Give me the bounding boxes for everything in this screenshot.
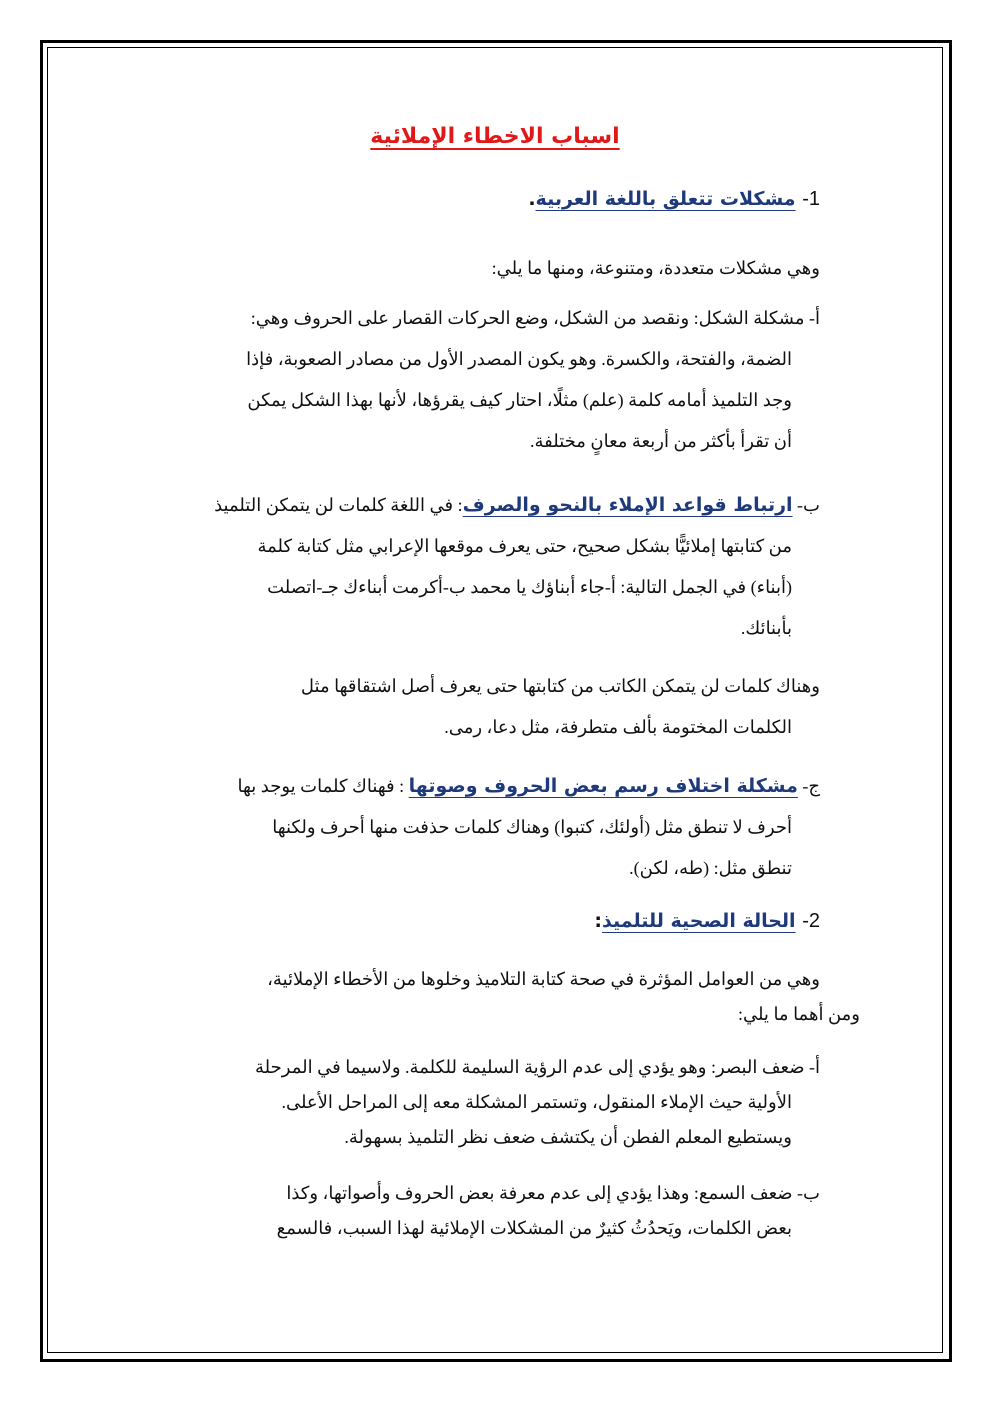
item-b-line-1 — [60, 485, 820, 526]
item-a-text-1: مشكلة الشكل: ونقصد من الشكل، وضع الحركات القصار على الحروف وهي: — [250, 308, 805, 328]
s2-item-a-line-2: الأولية حيث الإملاء المنقول، وتستمر المشكلة معه إلى المراحل الأعلى. — [281, 1092, 792, 1112]
item-c-line-3: تنطق مثل: (طه، لكن). — [629, 858, 792, 878]
section1-intro: وهي مشكلات متعددة، ومتنوعة، ومنها ما يلي: — [491, 258, 820, 278]
s2-item-a-line-3: ويستطيع المعلم الفطن أن يكتشف ضعف نظر التلميذ بسهولة. — [344, 1127, 792, 1147]
section2-intro-line-1: وهي من العوامل المؤثرة في صحة كتابة التلاميذ وخلوها من الأخطاء الإملائية، — [267, 969, 820, 989]
item-c-line-1 — [60, 766, 820, 807]
s2-item-b-text-1: ضعف السمع: وهذا يؤدي إلى عدم معرفة بعض الحروف وأصواتها، وكذا — [286, 1183, 793, 1203]
section1-item-b-extra — [60, 666, 820, 748]
s2-item-b-line-2: بعض الكلمات، ويَحدُثُ كثيرٌ من المشكلات الإملائية لهذا السبب، فالسمع — [276, 1218, 792, 1238]
item-c-heading: مشكلة اختلاف رسم بعض الحروف وصوتها — [408, 775, 798, 797]
item-b-extra-line-2: الكلمات المختومة بألف متطرفة، مثل دعا، رمى. — [444, 717, 792, 737]
section1-heading — [528, 188, 820, 211]
section2-heading-text: الحالة الصحية للتلميذ — [602, 910, 796, 932]
section1-item-b — [60, 485, 820, 649]
item-a-line-2: الضمة، والفتحة، والكسرة. وهو يكون المصدر الأول من مصادر الصعوبة، فإذا — [246, 349, 792, 369]
section1-item-a — [60, 298, 820, 462]
s2-item-a-text-1: ضعف البصر: وهو يؤدي إلى عدم الرؤية السليمة للكلمة. ولاسيما في المرحلة — [255, 1057, 805, 1077]
section2-intro-line-2: ومن أهما ما يلي: — [737, 1004, 860, 1024]
s2-item-a-line-1 — [60, 1050, 820, 1085]
item-b-text-1: : في اللغة كلمات لن يتمكن التلميذ — [214, 495, 463, 515]
item-b-extra-line-1: وهناك كلمات لن يتمكن الكاتب من كتابتها حتى يعرف أصل اشتقاقها مثل — [300, 676, 820, 696]
item-b-marker: ب- — [797, 495, 820, 515]
document-title: اسباب الاخطاء الإملائية — [370, 124, 620, 149]
s2-item-a-marker: أ- — [809, 1057, 820, 1077]
s2-item-b-marker: ب- — [797, 1183, 820, 1203]
section1-number: 1- — [802, 188, 820, 210]
section2-intro — [60, 962, 860, 1032]
item-b-line-2: من كتابتها إملائيًّا بشكل صحيح، حتى يعرف موقعها الإعرابي مثل كتابة كلمة — [257, 536, 792, 556]
section1-heading-text: مشكلات تتعلق باللغة العربية — [535, 188, 796, 210]
section2-item-b — [60, 1176, 820, 1246]
section2-heading — [594, 910, 820, 933]
item-a-line-3: وجد التلميذ أمامه كلمة (علم) مثلًا، احتار كيف يقرؤها، لأنها بهذا الشكل يمكن — [247, 390, 792, 410]
item-a-line-4: أن تقرأ بأكثر من أربعة معانٍ مختلفة. — [529, 431, 792, 451]
item-a-marker: أ- — [809, 308, 820, 328]
item-b-line-3: (أبناء) في الجمل التالية: أ-جاء أبناؤك يا محمد ب-أكرمت أبناءك جـ-اتصلت — [267, 577, 792, 597]
section2-item-a — [60, 1050, 820, 1155]
item-b-heading: ارتباط قواعد الإملاء بالنحو والصرف — [462, 494, 793, 516]
item-a-line-1 — [60, 298, 820, 339]
item-c-text-1: : فهناك كلمات يوجد بها — [237, 776, 409, 796]
item-c-line-2: أحرف لا تنطق مثل (أولئك، كتبوا) وهناك كلمات حذفت منها أحرف ولكنها — [272, 817, 792, 837]
section1-item-c — [60, 766, 820, 889]
section2-number: 2- — [802, 910, 820, 932]
s2-item-b-line-1 — [60, 1176, 820, 1211]
section1-heading-end: . — [528, 188, 536, 210]
item-c-marker: ج- — [802, 776, 820, 796]
item-b-line-4: بأبنائك. — [740, 618, 792, 638]
section2-heading-end: : — [594, 910, 602, 932]
